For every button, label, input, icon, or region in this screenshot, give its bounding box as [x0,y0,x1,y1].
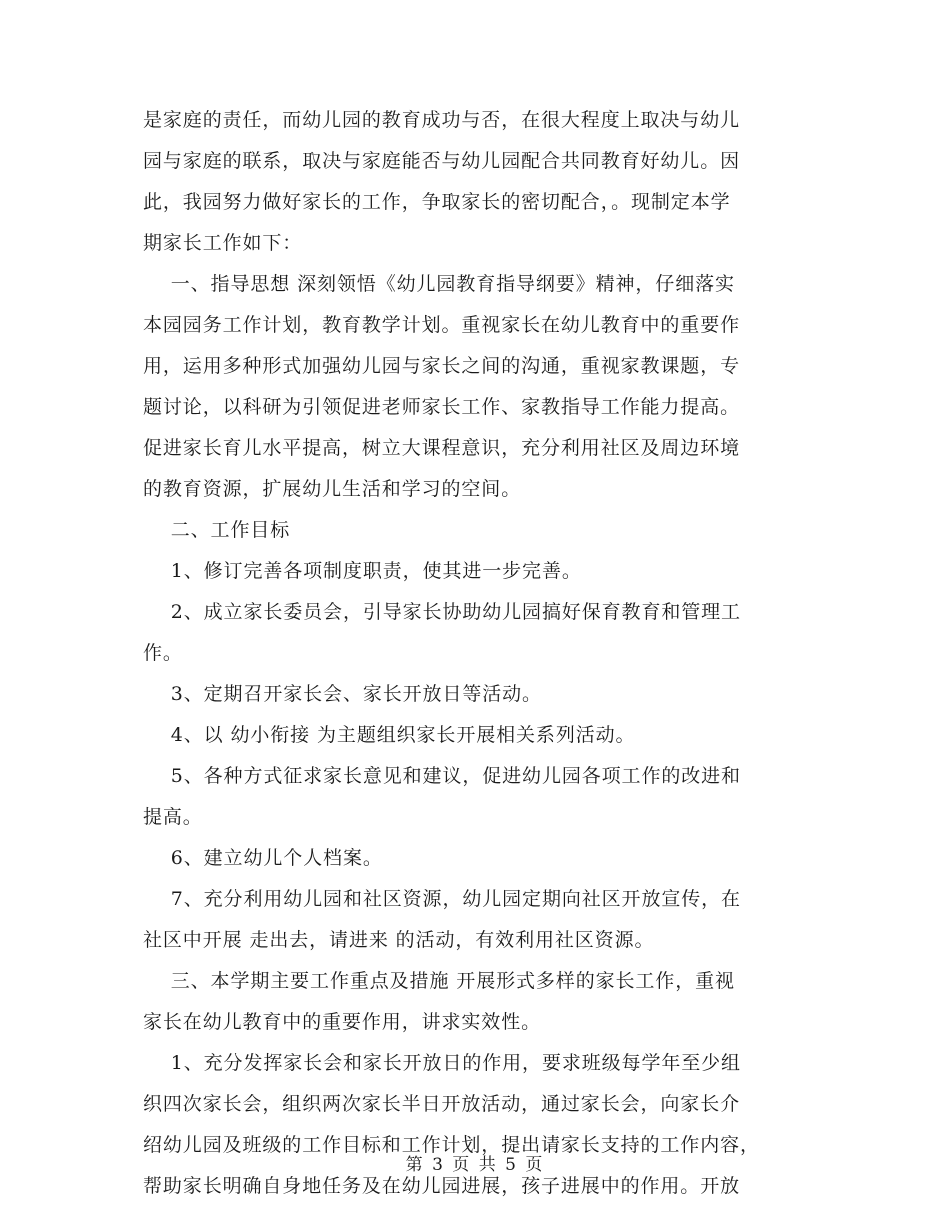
text-line: 题讨论，以科研为引领促进老师家长工作、家教指导工作能力提高。 [143,396,741,418]
text-line: 绍幼儿园及班级的工作目标和工作计划，提出请家长支持的工作内容， [143,1134,760,1156]
section-heading-key-work: 三、本学期主要工作重点及措施 开展形式多样的家长工作，重视 [143,970,735,992]
text-line: 提高。 [143,806,203,828]
list-item-goal-5: 5、各种方式征求家长意见和建议，促进幼儿园各项工作的改进和 [143,765,741,787]
text-line: 社区中开展 走出去，请进来 的活动，有效利用社区资源。 [143,929,655,951]
list-item-goal-3: 3、定期召开家长会、家长开放日等活动。 [143,683,542,705]
text-line: 帮助家长明确自身地任务及在幼儿园进展，孩子进展中的作用。开放 [143,1175,741,1197]
section-heading-guiding-thought: 一、指导思想 深刻领悟《幼儿园教育指导纲要》精神，仔细落实 [143,273,735,295]
section-heading-work-goals: 二、工作目标 [143,519,291,541]
list-item-measure-1: 1、充分发挥家长会和家长开放日的作用，要求班级每学年至少组 [143,1052,741,1074]
list-item-goal-7: 7、充分利用幼儿园和社区资源，幼儿园定期向社区开放宣传，在 [143,888,741,910]
page-number-footer: 第 3 页 共 5 页 [405,1155,545,1175]
list-item-goal-4: 4、以 幼小衔接 为主题组织家长开展相关系列活动。 [143,724,636,746]
text-line: 用，运用多种形式加强幼儿园与家长之间的沟通，重视家教课题，专 [143,355,741,377]
text-line: 是家庭的责任，而幼儿园的教育成功与否，在很大程度上取决与幼儿 [143,109,741,131]
text-line: 本园园务工作计划，教育教学计划。重视家长在幼儿教育中的重要作 [143,314,741,336]
document-body [143,104,813,1202]
list-item-goal-2: 2、成立家长委员会，引导家长协助幼儿园搞好保育教育和管理工 [143,601,741,623]
text-line: 作。 [143,642,183,664]
text-line: 园与家庭的联系，取决与家庭能否与幼儿园配合共同教育好幼儿。因 [143,150,741,172]
text-line: 此，我园努力做好家长的工作，争取家长的密切配合，。现制定本学 [143,191,731,213]
text-line: 促进家长育儿水平提高，树立大课程意识，充分利用社区及周边环境 [143,437,741,459]
text-line: 的教育资源，扩展幼儿生活和学习的空间。 [143,478,522,500]
text-line: 期家长工作如下： [143,232,303,254]
list-item-goal-1: 1、修订完善各项制度职责，使其进一步完善。 [143,560,582,582]
text-line: 织四次家长会，组织两次家长半日开放活动，通过家长会，向家长介 [143,1093,741,1115]
text-line: 家长在幼儿教育中的重要作用，讲求实效性。 [143,1011,542,1033]
list-item-goal-6: 6、建立幼儿个人档案。 [143,847,383,869]
